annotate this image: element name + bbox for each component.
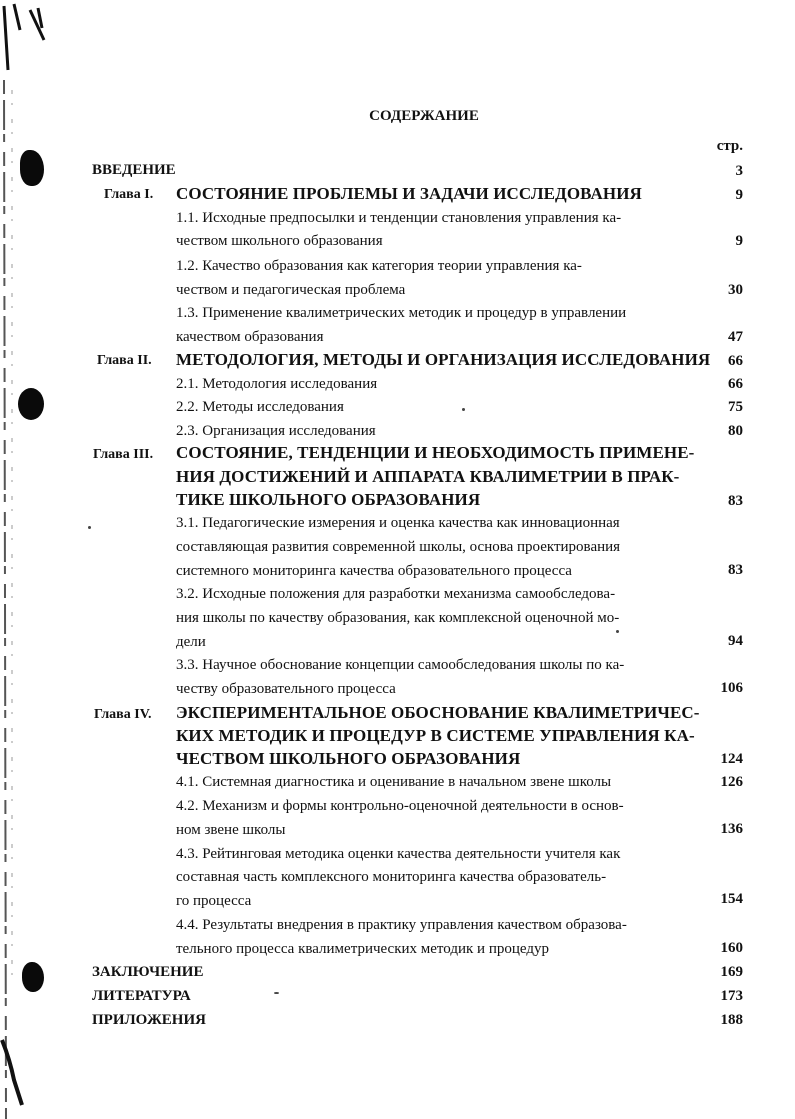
speck [88,526,91,529]
toc-page-number: 160 [720,940,743,956]
section-line: 1.1. Исходные предпосылки и тенденции становления управления ка- [176,210,622,226]
section-line: составляющая развития современной школы, основа проектирования [176,539,621,555]
section-line: качеством образования [176,329,324,345]
speck [616,630,619,633]
page-title: СОДЕРЖАНИЕ [369,108,479,124]
toc-page-number: 83 [728,493,743,509]
section-line: 1.2. Качество образования как категория теории управления ка- [176,258,582,274]
toc-page-number: 188 [720,1012,743,1028]
toc-page-number: 126 [720,774,743,790]
toc-page-number: 124 [720,751,743,767]
speck [462,408,465,411]
chapter-label: Глава I. [104,187,154,202]
chapter-label: Глава II. [97,353,152,368]
toc-appendices: ПРИЛОЖЕНИЯ [92,1012,206,1028]
section-line: чеством школьного образования [176,233,383,249]
section-line: 3.2. Исходные положения для разработки механизма самообследова- [176,586,616,602]
toc-conclusion: ЗАКЛЮЧЕНИЕ [92,964,204,980]
toc-page-number: 66 [728,353,743,369]
punch-hole-mark [18,388,44,420]
chapter-title: МЕТОДОЛОГИЯ, МЕТОДЫ И ОРГАНИЗАЦИЯ ИССЛЕДОВАНИЯ [176,350,711,369]
section-line: 3.3. Научное обоснование концепции самообследования школы по ка- [176,657,625,673]
toc-page-number: 80 [728,423,743,439]
toc-page-number: 173 [720,988,743,1004]
section-line: 2.2. Методы исследования [176,399,344,415]
section-line: 4.2. Механизм и формы контрольно-оценочной деятельности в основ- [176,798,624,814]
chapter-label: Глава III. [93,447,154,462]
punch-hole-mark [22,962,44,992]
toc-references: ЛИТЕРАТУРА [92,988,191,1004]
section-line: 4.1. Системная диагностика и оценивание в начальном звене школы [176,774,612,790]
section-line: тельного процесса квалиметрических методик и процедур [176,941,549,957]
toc-page-number: 83 [728,562,743,578]
section-line: ном звене школы [176,822,286,838]
chapter-title: ЭКСПЕРИМЕНТАЛЬНОЕ ОБОСНОВАНИЕ КВАЛИМЕТРИЧЕС- [176,703,700,722]
chapter-title: ТИКЕ ШКОЛЬНОГО ОБРАЗОВАНИЯ [176,490,481,509]
toc-page-number: 136 [720,821,743,837]
speck [274,992,279,994]
toc-page-number: 154 [720,891,743,907]
toc-page-number: 106 [720,680,743,696]
section-line: ния школы по качеству образования, как комплексной оценочной мо- [176,610,620,626]
section-line: 4.3. Рейтинговая методика оценки качества деятельности учителя как [176,846,621,862]
toc-page-number: 75 [728,399,743,415]
toc-page-number: 169 [720,964,743,980]
toc-page-number: 66 [728,376,743,392]
chapter-title: ЧЕСТВОМ ШКОЛЬНОГО ОБРАЗОВАНИЯ [176,749,521,768]
chapter-title: СОСТОЯНИЕ ПРОБЛЕМЫ И ЗАДАЧИ ИССЛЕДОВАНИЯ [176,184,642,203]
section-line: 3.1. Педагогические измерения и оценка качества как инновационная [176,515,620,531]
toc-page-number: 30 [728,282,743,298]
page-column-label: стр. [716,138,743,154]
section-line: 2.1. Методология исследования [176,376,378,392]
chapter-label: Глава IV. [94,707,152,722]
section-line: чеством и педагогическая проблема [176,282,406,298]
section-line: 4.4. Результаты внедрения в практику управления качеством образова- [176,917,627,933]
section-line: го процесса [176,893,252,909]
chapter-title: НИЯ ДОСТИЖЕНИЙ И АППАРАТА КВАЛИМЕТРИИ В ПРАК- [176,467,680,486]
toc-page-number: 9 [735,233,743,249]
section-line: дели [176,634,206,650]
toc-page-number: 9 [735,187,743,203]
chapter-title: КИХ МЕТОДИК И ПРОЦЕДУР В СИСТЕМЕ УПРАВЛЕНИЯ КА- [176,726,695,745]
toc-page-number: 47 [728,329,743,345]
toc-page-number: 3 [735,163,743,179]
section-line: составная часть комплексного мониторинга качества образователь- [176,869,607,885]
toc-page-number: 94 [728,633,743,649]
section-line: системного мониторинга качества образовательного процесса [176,563,572,579]
chapter-title: СОСТОЯНИЕ, ТЕНДЕНЦИИ И НЕОБХОДИМОСТЬ ПРИМЕНЕ- [176,443,695,462]
section-line: 1.3. Применение квалиметрических методик и процедур в управлении [176,305,627,321]
punch-hole-mark [20,150,44,186]
section-line: честву образовательного процесса [176,681,396,697]
section-line: 2.3. Организация исследования [176,423,376,439]
toc-intro: ВВЕДЕНИЕ [92,162,176,178]
